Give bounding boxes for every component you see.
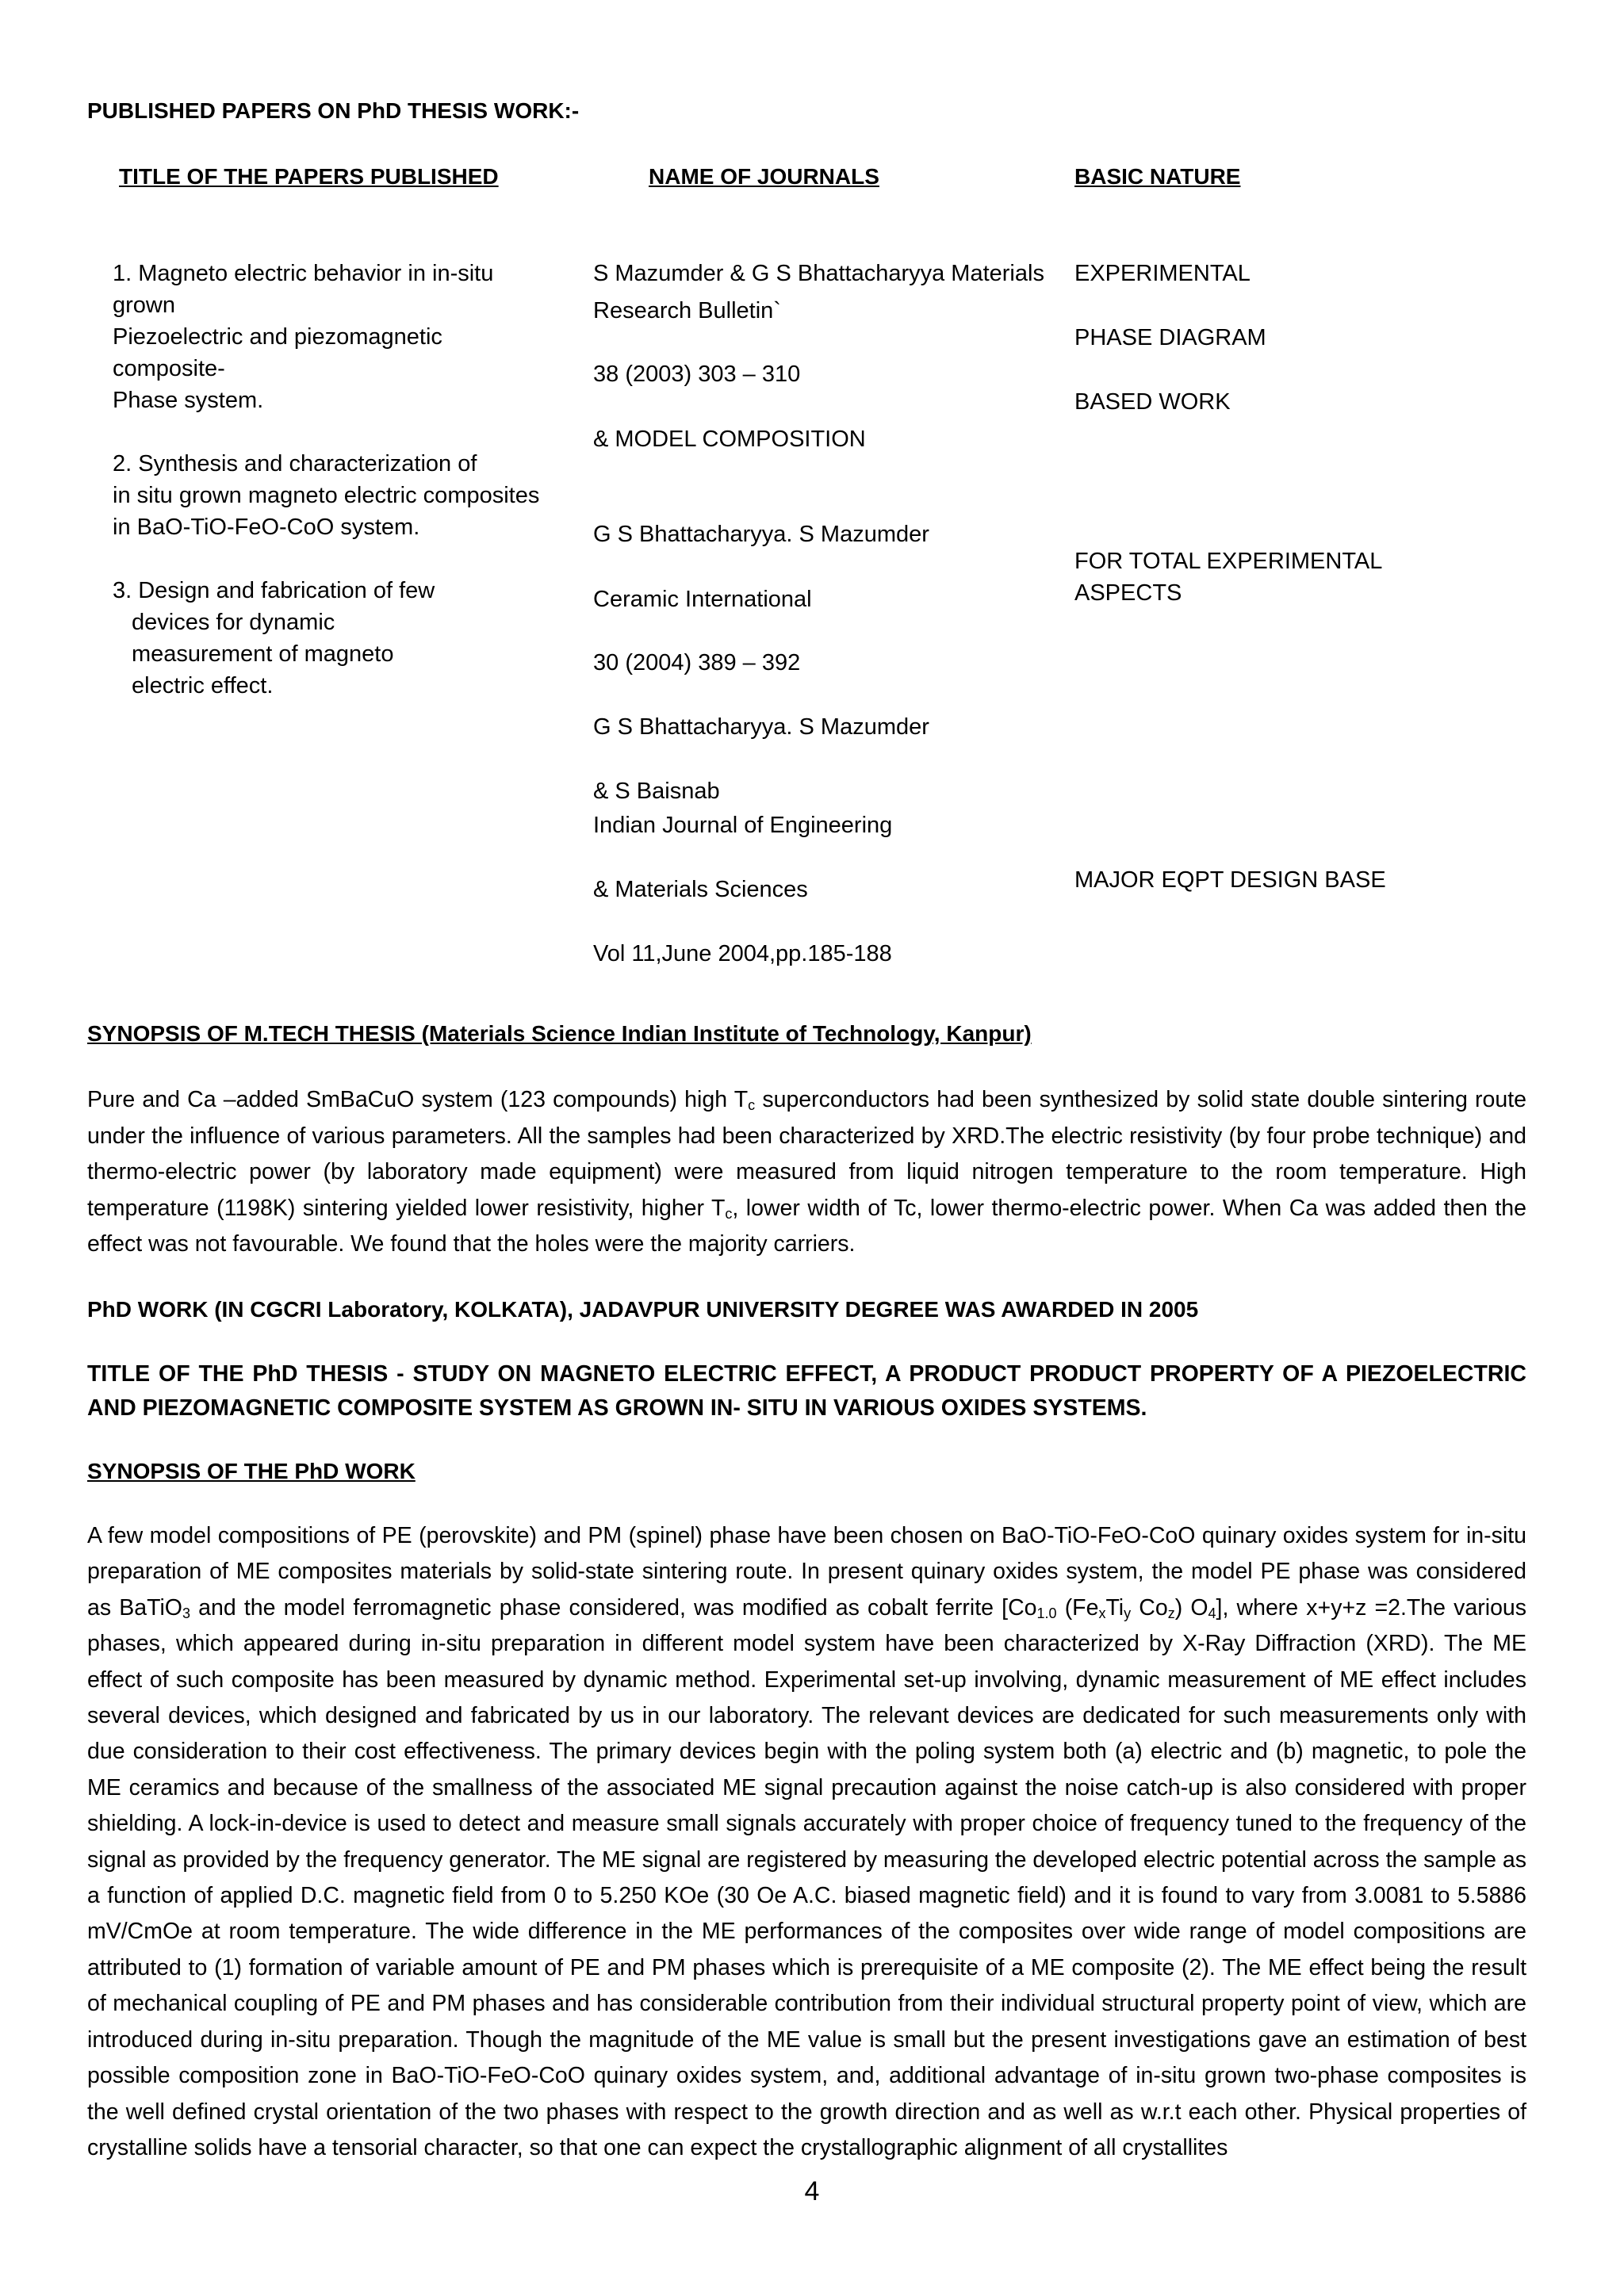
nature-line: FOR TOTAL EXPERIMENTAL bbox=[1074, 549, 1383, 574]
column-header-journals: NAME OF JOURNALS bbox=[649, 164, 879, 189]
journal-line: Vol 11,June 2004,pp.185-188 bbox=[593, 941, 892, 966]
mtech-heading: SYNOPSIS OF M.TECH THESIS (Materials Science Indian Institute of Technology, Kanpur) bbox=[87, 1021, 1032, 1046]
phd-synopsis-paragraph: A few model compositions of PE (perovskite) and PM (spinel) phase have been chosen on BaO-TiO-FeO-CoO quinary oxides system for in-situ preparation of ME composites materials by solid-state sintering route. In present quinary oxides system, the model PE phase was considered as BaTiO$_3$ and the model ferromagnetic phase considered, was modified as cobalt ferrite [$Co_{1.0}$ ($Fe_xTi_y$ $Co_z$) $O_4$], where x+y+z =2.The various phases, which appeared during in-situ preparation in different model system have been characterized by X-Ray Diffraction (XRD). The ME effect of such composite has been measured by dynamic method. Experimental set-up involving, dynamic measurement of ME effect includes several devices, which designed and fabricated by us in our laboratory. The relevant devices are dedicated for such measurements only with due consideration to their cost effectiveness. The primary devices begin with the poling system both (a) electric and (b) magnetic, to pole the ME ceramics and because of the smallness of the associated ME signal precaution against the noise catch-up is also considered with proper shielding. A lock-in-device is used to detect and measure small signals accurately with proper choice of frequency tuned to the frequency of the signal as provided by the frequency generator. The ME signal are registered by measuring the developed electric potential across the sample as a function of applied D.C. magnetic field from 0 to 5.250 KOe (30 Oe A.C. biased magnetic field) and it is found to vary from 3.0081 to 5.5886 mV/CmOe at room temperature. The wide difference in the ME performances of the composites over wide range of model compositions are attributed to (1) formation of variable amount of PE and PM phases which is prerequisite of a ME composite (2). The ME effect being the result of mechanical coupling of PE and PM phases and has considerable contribution from their individual structural property point of view, which are introduced during in-situ preparation. Though the magnitude of the ME value is small but the present investigations gave an estimation of best possible composition zone in BaO-TiO-FeO-CoO quinary oxides system, and, additional advantage of in-situ grown two-phase composites is the well defined crystal orientation of the two phases with respect to the growth direction and as well as w.r.t each other. Physical properties of crystalline solids have a tensorial character, so that one can expect the crystallographic alignment of all crystallites bbox=[87, 1523, 1527, 2160]
paper-title-line: composite- bbox=[113, 356, 225, 381]
paper-title-line: in situ grown magneto electric composites bbox=[113, 483, 540, 508]
column-header-nature: BASIC NATURE bbox=[1074, 164, 1241, 189]
nature-line: MAJOR EQPT DESIGN BASE bbox=[1074, 867, 1386, 893]
journal-line: 30 (2004) 389 – 392 bbox=[593, 650, 801, 675]
journal-line: Research Bulletin` bbox=[593, 298, 781, 323]
nature-line: BASED WORK bbox=[1074, 389, 1231, 415]
column-header-titles: TITLE OF THE PAPERS PUBLISHED bbox=[119, 164, 499, 189]
page-heading: PUBLISHED PAPERS ON PhD THESIS WORK:- bbox=[87, 98, 580, 123]
paper-title-line: Phase system. bbox=[113, 388, 264, 413]
journal-line: S Mazumder & G S Bhattacharyya Materials bbox=[593, 261, 1044, 286]
paper-title-line: devices for dynamic bbox=[132, 610, 335, 635]
nature-line: EXPERIMENTAL bbox=[1074, 261, 1251, 286]
journal-line: 38 (2003) 303 – 310 bbox=[593, 362, 801, 387]
phd-work-heading: PhD WORK (IN CGCRI Laboratory, KOLKATA), JADAVPUR UNIVERSITY DEGREE WAS AWARDED IN 2005 bbox=[87, 1297, 1199, 1322]
paper-title-line: 3. Design and fabrication of few bbox=[113, 578, 435, 603]
paper-title-line: measurement of magneto bbox=[132, 641, 394, 667]
journal-line: Indian Journal of Engineering bbox=[593, 813, 893, 838]
nature-line: ASPECTS bbox=[1074, 580, 1182, 606]
nature-line: PHASE DIAGRAM bbox=[1074, 325, 1266, 350]
paper-title-line: in BaO-TiO-FeO-CoO system. bbox=[113, 515, 420, 540]
journal-line: Ceramic International bbox=[593, 587, 812, 612]
mtech-paragraph: Pure and Ca –added SmBaCuO system (123 compounds) high $T_c$ superconductors had been synthesized by solid state double sintering route under the influence of various parameters. All the samples had been characterized by XRD.The electric resistivity (by four probe technique) and thermo-electric power (by laboratory made equipment) were measured from liquid nitrogen temperature to the room temperature. High temperature (1198K) sintering yielded lower resistivity, higher $T_c$, lower width of Tc, lower thermo-electric power. When Ca was added then the effect was not favourable. We found that the holes were the majority carriers. bbox=[87, 1087, 1527, 1257]
paper-title-line: Piezoelectric and piezomagnetic bbox=[113, 324, 442, 350]
journal-line: G S Bhattacharyya. S Mazumder bbox=[593, 714, 929, 740]
paper-title-line: 2. Synthesis and characterization of bbox=[113, 451, 477, 476]
journal-line: G S Bhattacharyya. S Mazumder bbox=[593, 522, 929, 547]
paper-title-line: grown bbox=[113, 293, 175, 318]
phd-thesis-title: TITLE OF THE PhD THESIS - STUDY ON MAGNETO ELECTRIC EFFECT, A PRODUCT PRODUCT PROPERTY OF A PIEZOELECTRIC AND PIEZOMAGNETIC COMPOSITE SYSTEM AS GROWN IN- SITU IN VARIOUS OXIDES SYSTEMS. bbox=[87, 1361, 1526, 1421]
phd-synopsis-heading: SYNOPSIS OF THE PhD WORK bbox=[87, 1459, 416, 1483]
paper-title-line: electric effect. bbox=[132, 673, 274, 698]
page-number: 4 bbox=[804, 2176, 820, 2206]
journal-line: & MODEL COMPOSITION bbox=[593, 427, 866, 452]
journal-line: & Materials Sciences bbox=[593, 877, 808, 902]
paper-title-line: 1. Magneto electric behavior in in-situ bbox=[113, 261, 494, 286]
journal-line: & S Baisnab bbox=[593, 779, 720, 804]
